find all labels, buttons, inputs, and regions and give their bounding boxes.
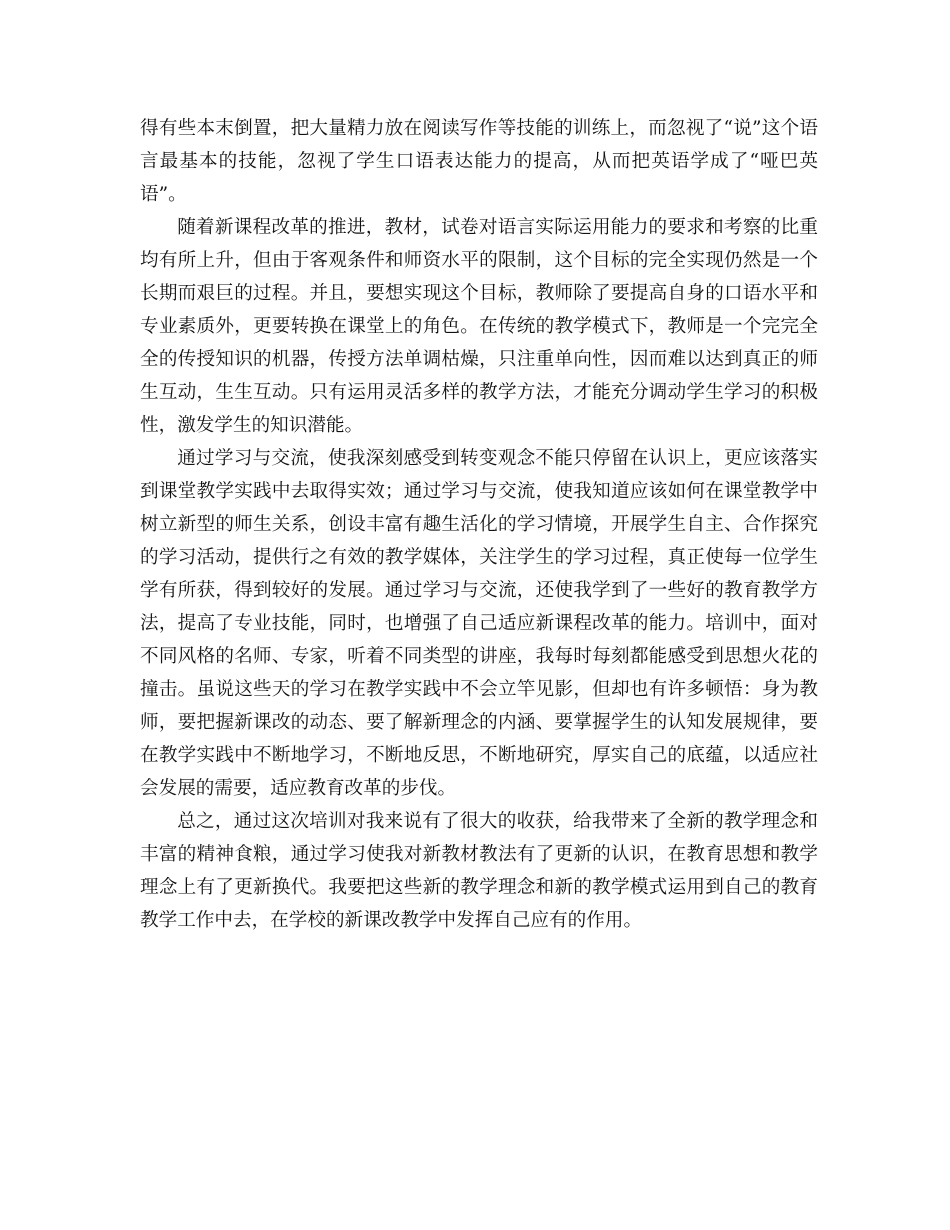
paragraph-curriculum-reform: 随着新课程改革的推进，教材，试卷对语言实际运用能力的要求和考察的比重均有所上升，但由于客观条件和师资水平的限制，这个目标的完全实现仍然是一个长期而艰巨的过程。并且，要想实现这个目标，教师除了要提高自身的口语水平和专业素质外，更要转换在课堂上的角色。在传统的教学模式下，教师是一个完完全全的传授知识的机器，传授方法单调枯燥，只注重单向性，因而难以达到真正的师生互动，生生互动。只有运用灵活多样的教学方法，才能充分调动学生学习的积极性，激发学生的知识潜能。 xyxy=(140,217,818,436)
paragraph-conclusion: 总之，通过这次培训对我来说有了很大的收获，给我带来了全新的教学理念和丰富的精神食粮，通过学习使我对新教材教法有了更新的认识，在教育思想和教学理念上有了更新换代。我要把这些新的教学理念和新的教学模式运用到自己的教育教学工作中去，在学校的新课改教学中发挥自己应有的作用。 xyxy=(140,811,818,931)
paragraph-continued: 得有些本末倒置，把大量精力放在阅读写作等技能的训练上，而忽视了“说”这个语言最基本的技能，忽视了学生口语表达能力的提高，从而把英语学成了“哑巴英语”。 xyxy=(140,118,818,205)
document-body xyxy=(140,112,818,937)
paragraph-learning-exchange: 通过学习与交流，使我深刻感受到转变观念不能只停留在认识上，更应该落实到课堂教学实践中去取得实效；通过学习与交流，使我知道应该如何在课堂教学中树立新型的师生关系，创设丰富有趣生活化的学习情境，开展学生自主、合作探究的学习活动，提供行之有效的教学媒体，关注学生的学习过程，真正使每一位学生学有所获，得到较好的发展。通过学习与交流，还使我学到了一些好的教育教学方法，提高了专业技能，同时，也增强了自己适应新课程改革的能力。培训中，面对不同风格的名师、专家，听着不同类型的讲座，我每时每刻都能感受到思想火花的撞击。虽说这些天的学习在教学实践中不会立竿见影，但却也有许多顿悟：身为教师，要把握新课改的动态、要了解新理念的内涵、要掌握学生的认知发展规律，要在教学实践中不断地学习，不断地反思，不断地研究，厚实自己的底蕴，以适应社会发展的需要，适应教育改革的步伐。 xyxy=(140,448,818,799)
